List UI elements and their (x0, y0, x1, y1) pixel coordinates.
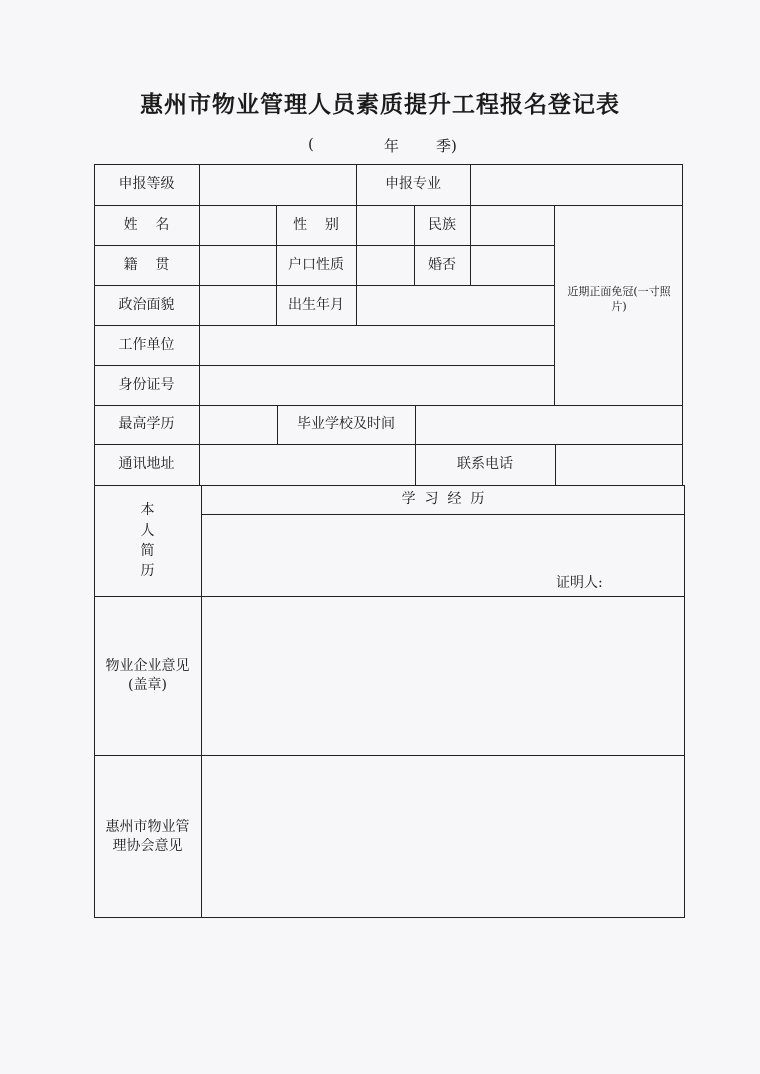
label-address: 通讯地址 (118, 456, 175, 473)
form-title: 惠州市物业管理人员素质提升工程报名登记表 (140, 91, 620, 118)
field-ethnicity[interactable] (471, 206, 554, 245)
label-name: 姓 名 (123, 216, 170, 233)
table-line (554, 205, 555, 405)
field-phone[interactable] (556, 445, 682, 485)
label-native-place: 籍 贯 (123, 256, 170, 273)
field-company-opinion[interactable] (202, 597, 684, 755)
label-witness: 证明人: (556, 574, 603, 591)
field-major[interactable] (471, 165, 682, 205)
association-opinion-line: 理协会意见 (112, 837, 183, 854)
field-native-place[interactable] (200, 246, 276, 285)
company-opinion-seal: (盖章) (128, 677, 167, 693)
label-study-history: 学 习 经 历 (401, 491, 485, 508)
resume-char: 人 (140, 522, 155, 539)
field-association-opinion[interactable] (202, 756, 684, 917)
label-id-number: 身份证号 (118, 376, 175, 393)
photo-box[interactable]: 近期正面免冠(一寸照片) (567, 285, 671, 313)
label-school: 毕业学校及时间 (297, 416, 395, 433)
label-company-opinion (94, 597, 201, 755)
field-hukou[interactable] (357, 246, 414, 285)
association-opinion-line: 惠州市物业管 (105, 818, 190, 835)
field-address[interactable] (200, 445, 415, 485)
field-birth[interactable] (357, 286, 554, 325)
label-major: 申报专业 (385, 176, 441, 193)
field-school[interactable] (416, 406, 682, 444)
field-level[interactable] (200, 165, 356, 205)
field-marital[interactable] (471, 246, 554, 285)
label-association-opinion (94, 756, 201, 917)
subtitle-season: 季) (436, 137, 457, 155)
label-level: 申报等级 (118, 176, 175, 193)
table-line (684, 485, 685, 917)
label-ethnicity: 民族 (428, 216, 456, 233)
field-name[interactable] (200, 206, 276, 245)
field-education[interactable] (200, 406, 277, 444)
label-hukou: 户口性质 (288, 256, 344, 273)
field-gender[interactable] (357, 206, 414, 245)
company-opinion-line: 物业企业意见 (105, 658, 190, 675)
resume-char: 历 (140, 563, 155, 580)
label-political: 政治面貌 (118, 296, 175, 313)
field-id-number[interactable] (200, 366, 554, 405)
subtitle-year: 年 (384, 137, 400, 155)
resume-char: 简 (140, 543, 155, 559)
label-education: 最高学历 (118, 416, 175, 433)
resume-char: 本 (140, 502, 155, 519)
label-phone: 联系电话 (457, 456, 513, 473)
label-gender: 性 别 (293, 216, 339, 233)
field-workplace[interactable] (200, 326, 554, 365)
label-resume (94, 486, 201, 596)
table-line (94, 917, 685, 918)
subtitle-open: ( (308, 135, 314, 153)
field-political[interactable] (200, 286, 276, 325)
label-birth: 出生年月 (288, 296, 344, 313)
label-workplace: 工作单位 (118, 336, 175, 353)
label-marital: 婚否 (428, 256, 456, 273)
table-line (682, 164, 683, 485)
